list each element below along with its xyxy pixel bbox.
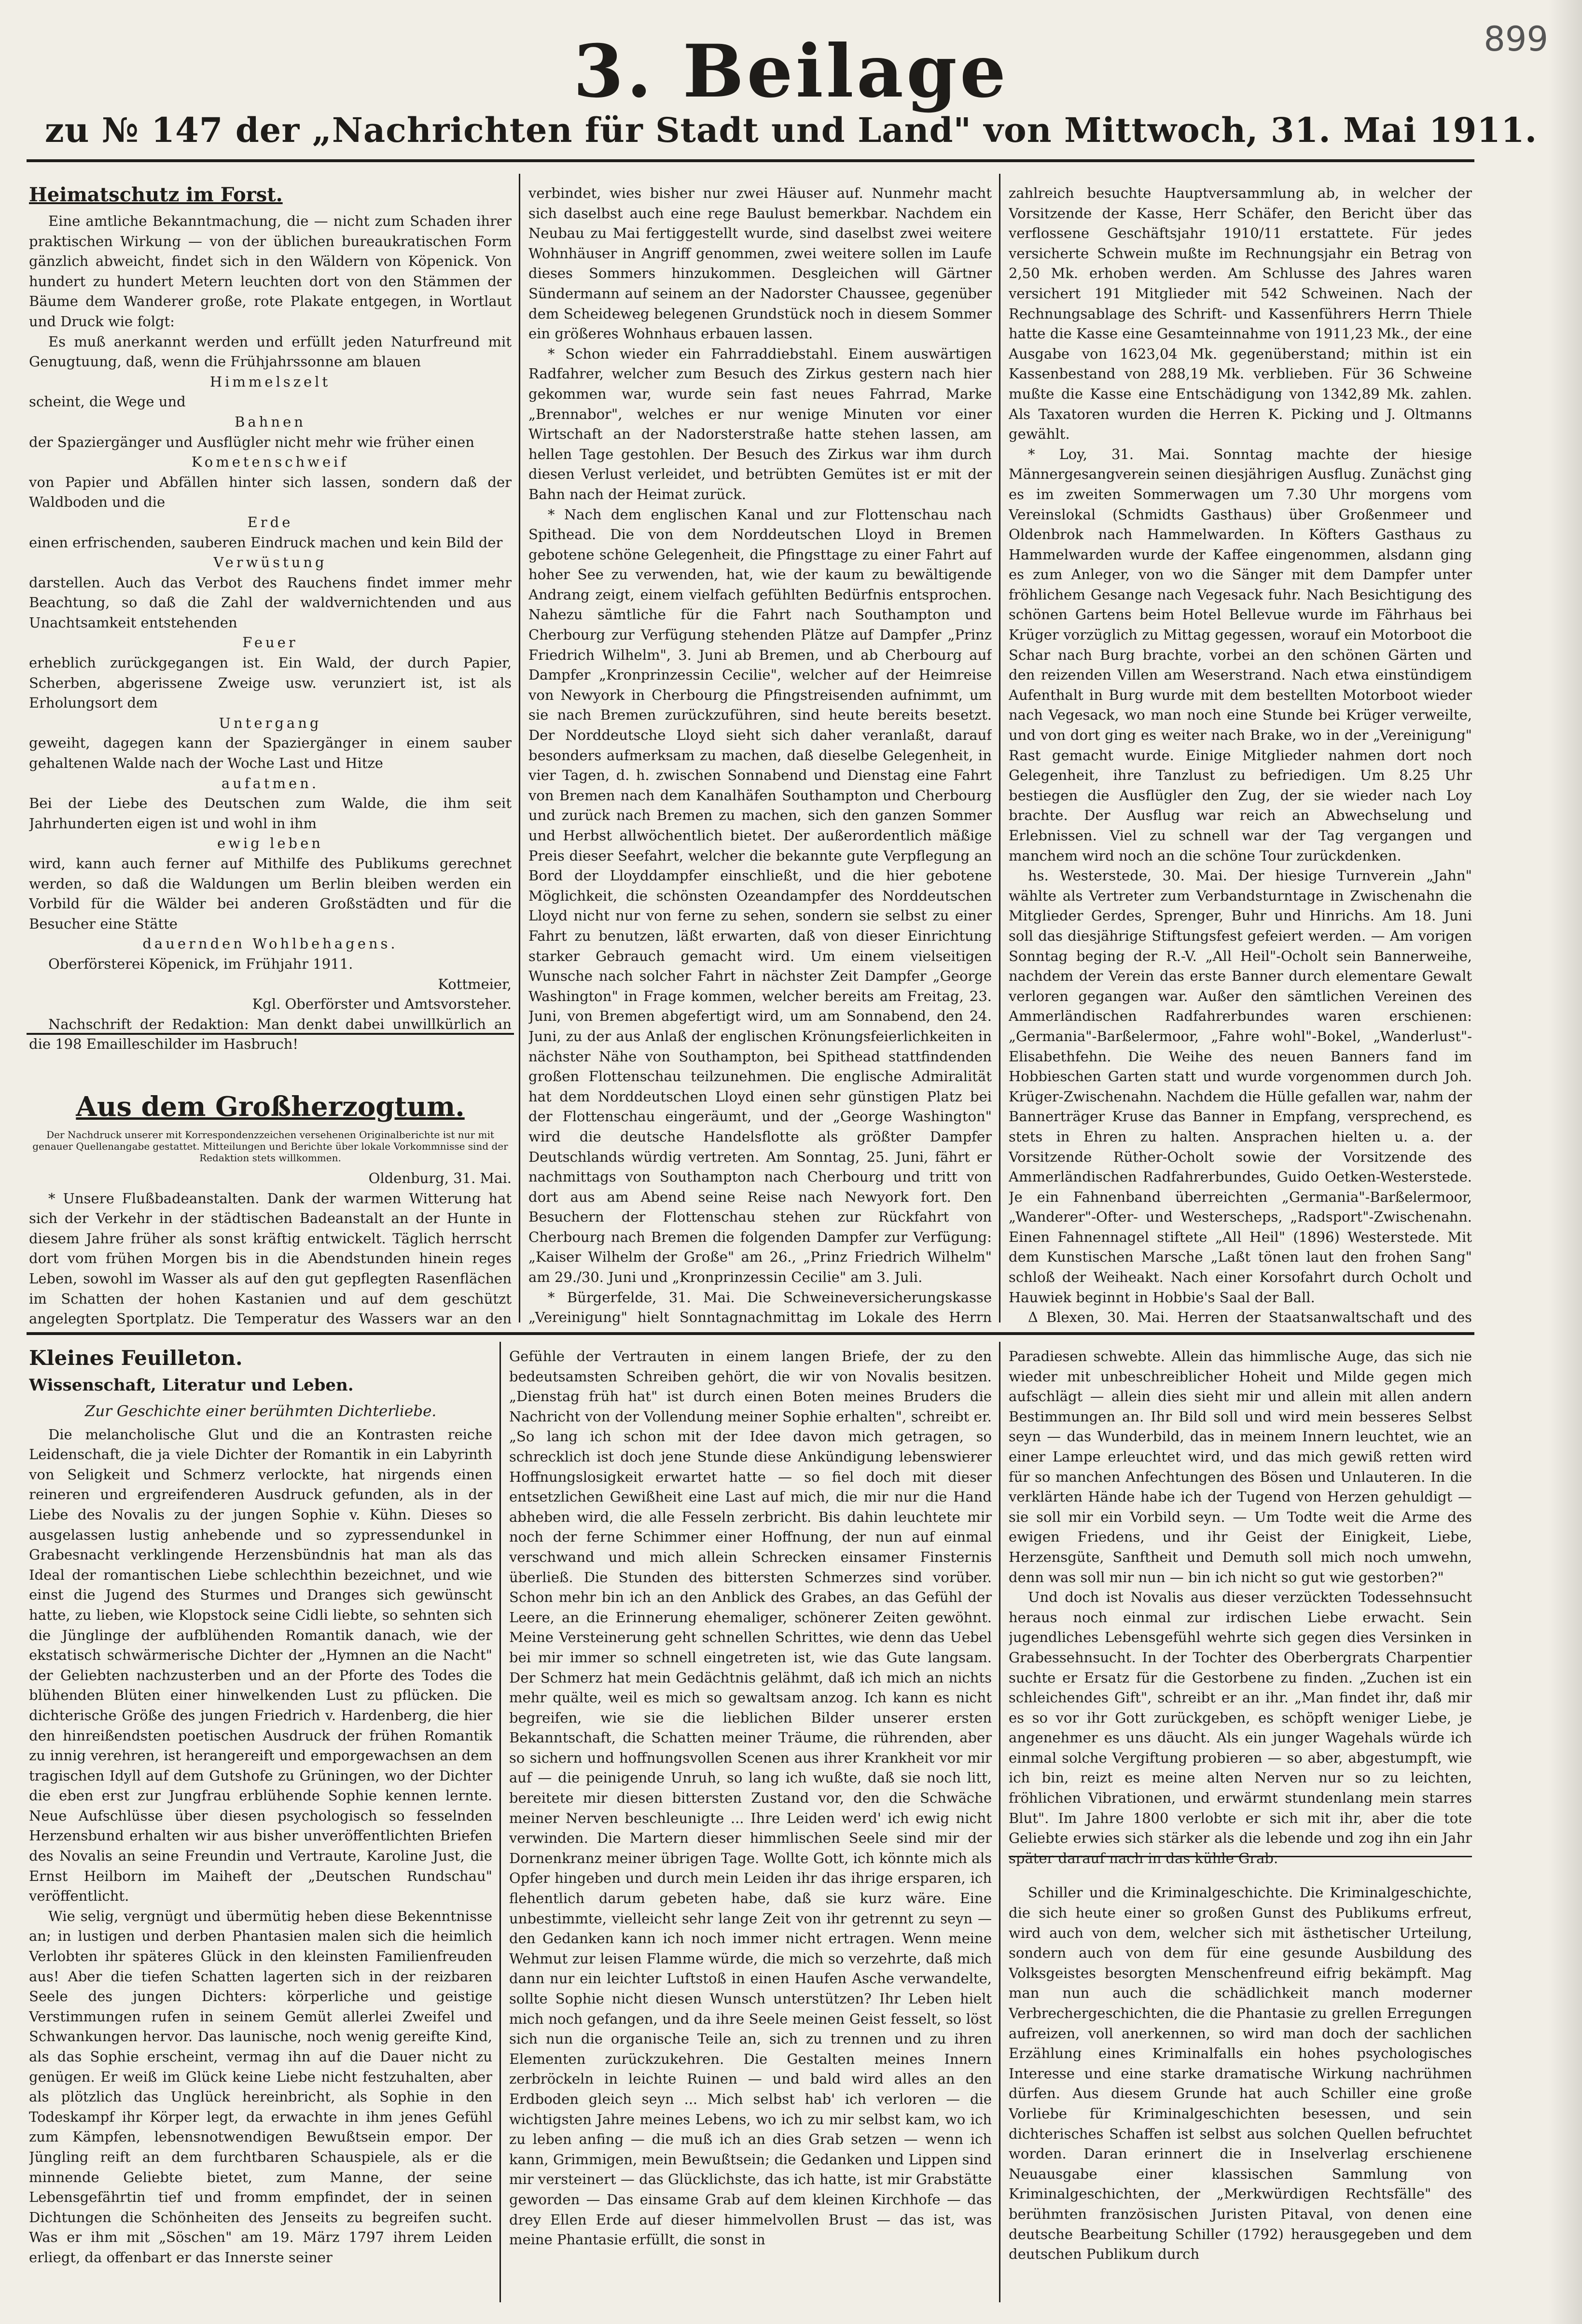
paragraph: Es muß anerkannt werden und erfüllt jeden Naturfreund mit Genugtuung, daß, wenn die Frühjahrssonne am blauen xyxy=(29,333,512,370)
feuilleton-rule xyxy=(27,1332,1474,1335)
spaced-word: Erde xyxy=(247,514,293,530)
paragraph: von Papier und Abfällen hinter sich lassen, sondern daß der Waldboden und die xyxy=(29,473,512,511)
signature-line: Oberförsterei Köpenick, im Frühjahr 1911. xyxy=(48,955,353,972)
feuilleton-column-1 xyxy=(29,1347,492,2302)
paragraph: der Spaziergänger und Ausflügler nicht mehr wie früher einen xyxy=(29,433,474,450)
column-divider-1 xyxy=(519,174,520,1322)
paragraph: * Unsere Flußbadeanstalten. Dank der warmen Witterung hat sich der Verkehr in der städtischen Badeanstalt an der Hunte in diesem Jahre früher als sonst kräftig entwickelt. Täglich herrscht dort vom frühen Morgen bis in die Abendstunden hinein reges Leben, sowohl im Wasser als auf den gut gepflegten Rasenflächen im Schatten der hohen Kastanien und auf dem geschützt angelegten Sportplatz. Die Temperatur des Wassers war an den xyxy=(29,1190,512,1327)
paragraph: Schiller und die Kriminalgeschichte. Die Kriminalgeschichte, die sich heute einer so großen Gunst des Publikums erfreut, wird auch von dem, welcher sich mit ästhetischer Urteilung, sondern auch von dem für eine gesunde Ausbildung des Volksgeistes besorgten Menschenfreund eifrig bekämpft. Mag man nun auch die schädlichkeit manch moderner Verbrechergeschichten, die die Phantasie zu grellen Erregungen aufreizen, voll anerkennen, so wird man doch der sachlichen Erzählung eines Kriminalfalls ein hohes psychologisches Interesse und eine starke dramatische Wirkung nachrühmen dürfen. Aus diesem Grunde hat auch Schiller eine große Vorliebe für Kriminalgeschichten besessen, und sein dichterisches Schaffen ist selbst aus solchen Quellen befruchtet worden. Daran erinnert die in Inselverlag erschienene Neuausgabe einer klassischen Sammlung von Kriminalgeschichten, der „Merkwürdigen Rechtsfälle" des berühmten französischen Juristen Pitaval, von denen eine deutsche Bearbeitung Schiller (1792) herausgegeben und dem deutschen Publikum durch xyxy=(1009,1884,1472,2263)
spaced-word: Untergang xyxy=(219,714,322,731)
reprint-note: Der Nachdruck unserer mit Korrespondenzzeichen versehenen Originalberichte ist nur mit genauer Quellenangabe gestattet. Mitteilungen und Berichte über lokale Vorkommnisse sind der Redaktion stets willkommen. xyxy=(32,1128,508,1164)
scan-edge-shadow xyxy=(1548,0,1582,2324)
feuilleton-subtitle: Zur Geschichte einer berühmten Dichterliebe. xyxy=(84,1403,437,1420)
paragraph: Gefühle der Vertrauten in einem langen Briefe, der zu den bedeutsamsten Schreiben gehört, die wir von Novalis besitzen. „Dienstag früh hat" ist durch einen Boten meines Bruders die Nachricht von der Vollendung meiner Sophie erhalten", schreibt er. „So lang ich schon mit der Idee davon mich getragen, so schrecklich ist doch jene Stunde diese Ankündigung lebenswierer Hoffnungslosigkeit erwartet hatte — so fiel doch mit dieser entsetzlichen Gewißheit eine Last auf mich, die mir nur die Hand abheben wird, die alle Fesseln zerbricht. Bis dahin leuchtete mir noch der ferne Schimmer einer Hoffnung, der nun auf einmal verschwand und mich allein Schrecken einsamer Finsternis überließ. Die Stunden des bittersten Schmerzes sind vorüber. Schon mehr bin ich an den Anblick des Grabes, an das Gefühl der Leere, an die Erinnerung ehemaliger, schönerer Zeiten gewöhnt. Meine Versteinerung geht schnellen Schrittes, wie denn das Uebel bei mir immer so schnell eingetreten ist, wie das Gute langsam. Der Schmerz hat mein Gedächtnis gelähmt, daß ich mich an nichts mehr quälte, weil es mich so gewaltsam anzog. Ich kann es nicht begreifen, wie sie die lieblichen Bilder unserer ersten Bekanntschaft, die Schatten meiner Träume, die rührenden, aber so sichern und hoffnungsvollen Scenen aus ihrer Krankheit vor mir auf — die peinigende Unruh, so lang ich wußte, daß sie noch litt, bereitete mir diesen bittersten Zustand vor, den die Schwäche meiner Nerven beschleunigte ... Ihre Leiden werd' ich ewig nicht verwinden. Die Martern dieser himmlischen Seele sind mir der Dornenkranz meiner übrigen Tage. Wollte Gott, ich könnte mich als Opfer hingeben und durch mein Leiden ihr das ihrige ersparen, ich flehentlich darum gebeten habe, daß sie kurz wäre. Eine unbestimmte, vielleicht sehr lange Zeit von ihr getrennt zu seyn — den Gedanken kann ich noch immer nicht ertragen. Wenn meine Wehmut zur leisen Flamme würde, die mich so verzehrte, daß mich dann nur ein leichter Luftstoß in einen Haufen Asche verwandelte, sollte Sophie nicht diesen Wunsch unterstützen? Ihr Leben hielt mich noch gefangen, und da ihre Seele meinen Geist fesselt, so löst sich nun die organische Teile an, sich zu trennen und zu ihren Elementen zurückzukehren. Die Gestalten meines Innern zerbröckeln in leichte Ruinen — und bald wird alles an den Erdboden gleich seyn ... Mich selbst hab' ich verloren — die wichtigsten Jahre meines Lebens, wo ich zu mir selbst kam, wo ich zu leben anfing — die muß ich an dies Grab setzen — wenn ich kann, Grimmigen, mein Bewußtsein; die Gedanken und Lippen sind mir versteinert — das Glücklichste, das ich hatte, ist mir Grabstätte geworden — Das einsame Grab auf dem kleinen Kirchhofe — das drey Ellen Erde auf dieser himmelvollen Brust — das ist, was meine Phantasie erfüllt, die sonst in xyxy=(509,1348,992,2248)
paragraph: Paradiesen schwebte. Allein das himmlische Auge, das sich nie wieder mit unbeschreiblicher Hoheit und Milde gegen mich aufschlägt — allein dies sieht mir und allein mit allen andern Bestimmungen an. Ihr Bild soll und wird mein besseres Selbst seyn — das Wunderbild, das in meinem Innern leuchtet, wie an einer Lampe erleuchtet wird, und das mich gewiß retten wird für so manchen Anfechtungen des Bösen und Unlauteren. In die verklärten Hände habe ich der Tugend von Herzen gehuldigt — sie soll mir ein Vorbild seyn. — Um Todte weit die Arme des ewigen Friedens, und ihr Geist der Einigkeit, Liebe, Herzensgüte, Sanftheit und Demuth soll mich noch umwehn, denn was soll mir nun — bin ich nicht so gut wie gestorben?" xyxy=(1009,1348,1472,1586)
paragraph: Die melancholische Glut und die an Kontrasten reiche Leidenschaft, die ja viele Dichter der Romantik in ein Labyrinth von Seligkeit und Schmerz verlockte, hat nirgends einen reineren und ergreifenderen Ausdruck gefunden, als in der Liebe des Novalis zu der jungen Sophie v. Kühn. Dieses so ausgelassen lustig anhebende und so zypressendunkel in Grabesnacht verklingende Herzensbündnis hat man als das Ideal der romantischen Liebe schlechthin bezeichnet, und wie einst die Jugend des Sturmes und Dranges sich gewünscht hatte, zu lieben, wie Klopstock seine Cidli liebte, so sehnten sich die Jünglinge der aufblühenden Romantik danach, wie der ekstatisch schwärmerische Dichter der „Hymnen an die Nacht" der Geliebten nachzusterben und an der Pforte des Todes die blühenden Blüten einer hinwelkenden Lust zu pflücken. Die dichterische Größe des jungen Friedrich v. Hardenberg, die hier den hinreißendsten poetischen Ausdruck der frühen Romantik zu innig verehren, ist herangereift und emporgewachsen an dem tragischen Idyll auf dem Gutshofe zu Grüningen, wo der Dichter die eben erst zur Jungfrau erblühende Sophie kennen lernte. Neue Aufschlüsse über diesen psychologisch so fesselnden Herzensbund erhalten wir aus bisher unveröffentlichten Briefen des Novalis an seine Freundin und Vertraute, Karoline Just, die Ernst Heilborn im Maiheft der „Deutschen Rundschau" veröffentlicht. xyxy=(29,1426,492,1905)
feuilleton-column-2 xyxy=(509,1347,992,2302)
spaced-word: Verwüstung xyxy=(213,554,327,571)
paragraph: * Loy, 31. Mai. Sonntag machte der hiesige Männergesangverein seinen diesjährigen Ausflug. Zunächst ging es im zweiten Sommerwagen um 7.30 Uhr morgens vom Vereinslokal (Schmidts Gasthaus) über Großenmeer und Oldenbrok nach Hammelwarden. In Köfters Gasthaus zu Hammelwarden wurde der Kaffee eingenommen, alsdann ging es zum Anleger, von wo die Sänger mit dem Dampfer unter fröhlichem Gesange nach Vegesack fuhr. Nach Besichtigung des schönen Gartens beim Hotel Bellevue wurde im Fährhaus bei Krüger vorzüglich zu Mittag gegessen, worauf ein Motorboot die Schar nach Burg brachte, vorbei an den schönen Gärten und den reizenden Villen am Weserstrand. Nach etwa einstündigem Aufenthalt in Burg wurde mit dem bestellten Motorboot wieder nach Vegesack, wo man noch eine Stunde bei Krüger verweilte, und von dort ging es weiter nach Brake, wo in der „Vereinigung" Rast gemacht wurde. Einige Mitglieder nahmen dort noch Gelegenheit, ihre Tanzlust zu befriedigen. Um 8.25 Uhr bestiegen die Ausflügler den Zug, der sie wieder nach Loy brachte. Der Ausflug war reich an Abwechselung und Erlebnissen. Viel zu schnell war der Tag vergangen und manchem wird noch an die schöne Tour zurückdenken. xyxy=(1009,445,1472,864)
paragraph: * Schon wieder ein Fahrraddiebstahl. Einem auswärtigen Radfahrer, welcher zum Besuch des Zirkus gestern nach hier gekommen war, wurde sein fast neues Fahrrad, Marke „Brennabor", welches er nur wenige Minuten vor einer Wirtschaft an der Nadorsterstraße hatte stehen lassen, am hellen Tage gestohlen. Der Besuch des Zirkus war ihm durch diesen Verlust verleidet, und betrübten Gemütes ist er mit der Bahn nach der Heimat zurück. xyxy=(528,345,992,502)
paragraph: hs. Westerstede, 30. Mai. Der hiesige Turnverein „Jahn" wählte als Vertreter zum Verbandsturntage in Zwischenahn die Mitglieder Gerdes, Sprenger, Buhr und Hinrichs. Am 18. Juni soll das diesjährige Stiftungsfest gefeiert werden. — Am vorigen Sonntag beging der R.-V. „All Heil"-Ocholt sein Bannerweihe, nachdem der Verein das erste Banner durch elementare Gewalt verloren gegangen war. Außer den sämtlichen Vereinen des Ammerländischen Radfahrerbundes waren erschienen: „Germania"-Barßelermoor, „Fahre wohl"-Bokel, „Wanderlust"-Elisabethfehn. Die Weihe des neuen Banners fand im Hobbieschen Garten statt und wurde vorgenommen durch Joh. Krüger-Zwischenahn. Nachdem die Hülle gefallen war, nahm der Bannerträger Kruse das Banner in Empfang, versprechend, es stets in Ehren zu halten. Ansprachen hielten u. a. der Vorsitzende Rüther-Ocholt sowie der Vorsitzende des Ammerländischen Radfahrerbundes, Guido Oetken-Westerstede. Je ein Fahnenband überreichten „Germania"-Barßelermoor, „Wanderer"-Ofter- und Westerscheps, „Radsport"-Zwischenahn. Einen Fahnennagel stiftete „All Heil" (1896) Westerstede. Mit dem Kunstischen Marsche „Laßt tönen laut den frohen Sang" schloß der Weiheakt. Nach einer Korsofahrt durch Ocholt und Hauwiek beginnt in Hobbie's Saal der Ball. xyxy=(1009,867,1472,1306)
page-number: 899 xyxy=(1484,19,1548,59)
signature-line: Kottmeier, xyxy=(438,975,512,992)
article-title-grossherzogtum: Aus dem Großherzogtum. xyxy=(76,1090,465,1123)
paragraph: Bei der Liebe des Deutschen zum Walde, die ihm seit Jahrhunderten eigen ist und wohl in ihm xyxy=(29,795,512,832)
column-divider-2 xyxy=(999,174,1000,1322)
paragraph: Wie selig, vergnügt und übermütig heben diese Bekenntnisse an; in lustigen und derben Phantasien malen sich die heimlich Verlobten ihr späteres Glück in den kleinsten Familienfreuden aus! Aber die tiefen Schatten lagerten sich in der reizbaren Seele des jungen Dichters: körperliche und geistige Verstimmungen rufen in seinem Gemüt allerlei Zweifel und Schwankungen hervor. Das launische, noch wenig gereifte Kind, als das Sophie erscheint, vermag ihn auf die Dauer nicht zu genügen. Er weiß im Glück keine Liebe nicht festzuhalten, aber als plötzlich das Unglück hereinbricht, als Sophie in den Todeskampf ihr Körper legt, da erwachte in ihm jenes Gefühl zum Kämpfen, lebensnotwendigen Bewußtsein empor. Der Jüngling reift an dem furchtbaren Schauspiele, als er die minnende Geliebte bietet, zum Manne, der seine Lebensgefährtin tief und fromm empfindet, der in seinen Dichtungen die Schönheiten des Jenseits zu begreifen sucht. Was er ihm mit „Söschen" am 19. März 1797 ihrem Leiden erliegt, da offenbart er das Innerste seiner xyxy=(29,1907,492,2266)
spaced-word: aufatmen. xyxy=(221,775,319,792)
feuilleton-divider-1 xyxy=(500,1342,501,2302)
paragraph: scheint, die Wege und xyxy=(29,393,186,410)
feuilleton-column-3 xyxy=(1009,1347,1472,2302)
spaced-word: Kometenschweif xyxy=(191,454,349,471)
masthead-title: 3. Beilage xyxy=(573,29,1009,114)
feuilleton-divider-2 xyxy=(999,1342,1000,2302)
paragraph: zahlreich besuchte Hauptversammlung ab, in welcher der Vorsitzende der Kasse, Herr Schäfer, den Bericht über das verflossene Geschäftsjahr 1910/11 erstattete. Für jedes versicherte Schwein mußte im Rechnungsjahr ein Betrag von 2,50 Mk. erhoben werden. Am Schlusse des Jahres waren versichert 191 Mitglieder mit 542 Schweinen. Nach der Rechnungsablage des Schrift- und Kassenführers Herrn Thiele hatte die Kasse eine Gesamteinnahme von 1911,23 Mk., der eine Ausgabe von 1623,04 Mk. gegenüberstand; mithin ist ein Kassenbestand von 288,19 Mk. verblieben. Für 36 Schweine mußte die Kasse eine Entschädigung von 1342,89 Mk. zahlen. Als Taxatoren wurden die Herren K. Picking und J. Oltmanns gewählt. xyxy=(1009,185,1472,443)
masthead-subtitle: zu № 147 der „Nachrichten für Stadt und Land" von Mittwoch, 31. Mai 1911. xyxy=(44,110,1538,150)
paragraph: * Bürgerfelde, 31. Mai. Die Schweineversicherungskasse „Vereinigung" hielt Sonntagnachmittag im Lokale des Herrn xyxy=(528,1289,992,1326)
editorial-note: Nachschrift der Redaktion: Man denkt dabei unwillkürlich an die 198 Emailleschilder im Hasbruch! xyxy=(29,1016,512,1053)
article-title-heimatschutz: Heimatschutz im Forst. xyxy=(29,183,283,206)
spaced-word: Himmelszelt xyxy=(209,373,331,390)
column-1 xyxy=(29,183,512,1327)
paragraph: Und doch ist Novalis aus dieser verzückten Todessehnsucht heraus noch einmal zur irdischen Liebe erwacht. Sein jugendliches Lebensgefühl wehrte sich gegen dies Versinken in Grabessehnsucht. In der Tochter des Oberbergrats Charpentier suchte er Ersatz für die Gestorbene zu finden. „Zuchen ist ein schleichendes Gift", schreibt er an ihr. „Man findet ihr, daß mir es so vor ihr Gott zurückgeben, es schöpft weniger Liebe, je angenehmer es uns däucht. Als ein junger Wagehals würde ich einmal solche Vergiftung probieren — so aber, abgestumpft, wie ich bin, reizt es meine alten Nerven nur so zu leichten, fröhlichen Vibrationen, und erwärmt stundenlang mein starres Blut". Im Jahre 1800 verlobte er sich mit ihr, aber die tote Geliebte erwies sich stärker als die lebende und zog ihn ein Jahr später darauf nach in das kühle Grab. xyxy=(1009,1589,1472,1866)
dateline: Oldenburg, 31. Mai. xyxy=(368,1169,512,1186)
masthead-rule xyxy=(27,159,1474,162)
paragraph: verbindet, wies bisher nur zwei Häuser auf. Nunmehr macht sich daselbst auch eine rege Baulust bemerkbar. Nachdem ein Neubau zu Mai fertiggestellt wurde, sind daselbst zwei weitere Wohnhäuser in Angriff genommen, zwei weitere sollen im Laufe dieses Sommers hinzukommen. Desgleichen will Gärtner Sündermann auf seinem an der Nadorster Chaussee, gegenüber dem Scheideweg belegenen Grundstück noch in diesem Sommer ein größeres Wohnhaus erbauen lassen. xyxy=(528,185,992,342)
column-2 xyxy=(528,183,992,1327)
spaced-word: ewig leben xyxy=(217,835,323,852)
signature-line: Kgl. Oberförster und Amtsvorsteher. xyxy=(252,996,512,1013)
paragraph: geweiht, dagegen kann der Spaziergänger in einem sauber gehaltenen Walde nach der Woche Last und Hitze xyxy=(29,735,512,772)
spaced-word: Feuer xyxy=(242,634,298,651)
paragraph: Eine amtliche Bekanntmachung, die — nicht zum Schaden ihrer praktischen Wirkung — von der üblichen bureaukratischen Form gänzlich abweicht, findet sich in den Wäldern von Köpenick. Von hundert zu hundert Metern leuchten dort von den Stämmen der Bäume dem Wanderer große, rote Plakate entgegen, in Wortlaut und Druck wie folgt: xyxy=(29,213,512,330)
paragraph: erheblich zurückgegangen ist. Ein Wald, der durch Papier, Scherben, abgerissene Zweige usw. verunziert ist, ist als Erholungsort dem xyxy=(29,654,512,711)
paragraph: wird, kann auch ferner auf Mithilfe des Publikums gerechnet werden, so daß die Waldungen um Berlin bleiben werden ein Vorbild für die Wälder bei anderen Großstädten und für die Besucher eine Stätte xyxy=(29,855,512,932)
paragraph: Δ Blexen, 30. Mai. Herren der Staatsanwaltschaft und des xyxy=(1028,1309,1472,1326)
spaced-word: dauernden Wohlbehagens. xyxy=(142,935,398,952)
spaced-word: Bahnen xyxy=(235,413,306,430)
feuilleton-section: Wissenschaft, Literatur und Leben. xyxy=(29,1376,354,1395)
paragraph: * Nach dem englischen Kanal und zur Flottenschau nach Spithead. Die von dem Norddeutschen Lloyd in Bremen gebotene schöne Gelegenheit, die Pfingsttage zu einer Fahrt auf hoher See zu verwenden, hat, wie der kaum zu bewältigende Andrang zeigt, einem vielfach gefühlten Bedürfnis entsprochen. Nahezu sämtliche für die Fahrt nach Southampton und Cherbourg zur Verfügung stehenden Plätze auf Dampfer „Prinz Friedrich Wilhelm", 3. Juni ab Bremen, und ab Cherbourg auf Dampfer „Kronprinzessin Cecilie", welcher auf der Heimreise von Newyork in Cherbourg die Pfingstreisenden aufnimmt, um sie nach Bremen zurückzuführen, sind heute bereits besetzt. Der Norddeutsche Lloyd sieht sich daher veranlaßt, darauf besonders aufmerksam zu machen, daß dieselbe Gelegenheit, in vier Tagen, d. h. zwischen Sonnabend und Dienstag eine Fahrt von Bremen nach dem Kanalhäfen Southampton und Cherbourg und zurück nach Bremen zu machen, sich den ganzen Sommer und Herbst allwöchentlich bietet. Der außerordentlich mäßige Preis dieser Seefahrt, welcher die bekannte gute Verpflegung an Bord der Lloyddampfer einschließt, und die hier gebotene Möglichkeit, die schönsten Ozeandampfer des Norddeutschen Lloyd nicht nur von ferne zu sehen, sondern sie selbst zu einer Fahrt zu benutzen, läßt erwarten, daß von dieser Einrichtung starker Gebrauch gemacht wird. Um einem vielseitigen Wunsche nach solcher Fahrt in nächster Zeit Dampfer „George Washington" in Frage kommen, welcher bereits am Freitag, 23. Juni, von Bremen abgefertigt wird, um am Sonnabend, den 24. Juni, zu der aus Anlaß der englischen Krönungsfeierlichkeiten in nächster Nähe von Southampton, bei Spithead stattfindenden großen Flottenschau teilzunehmen. Die englische Admiralität hat dem Norddeutschen Lloyd einen sehr günstigen Platz bei der Flottenschau eingeräumt, und der „George Washington" wird die deutsche Handelsflotte als größter Dampfer Deutschlands würdig vertreten. Am Sonntag, 25. Juni, fährt er nachmittags von Southampton nach Cherbourg und tritt von dort aus am Abend seine Reise nach Newyork fort. Den Besuchern der Flottenschau stehen zur Rückfahrt von Cherbourg nach Bremen die folgenden Dampfer zur Verfügung: „Kaiser Wilhelm der Große" am 26., „Prinz Friedrich Wilhelm" am 29./30. Juni und „Kronprinzessin Cecilie" am 3. Juli. xyxy=(528,506,992,1286)
feuilleton-title: Kleines Feuilleton. xyxy=(29,1347,243,1370)
paragraph: darstellen. Auch das Verbot des Rauchens findet immer mehr Beachtung, so daß die Zahl der waldvernichtenden und aus Unachtsamkeit entstehenden xyxy=(29,574,512,631)
paragraph: einen erfrischenden, sauberen Eindruck machen und kein Bild der xyxy=(29,534,503,551)
column-3 xyxy=(1009,183,1472,1327)
